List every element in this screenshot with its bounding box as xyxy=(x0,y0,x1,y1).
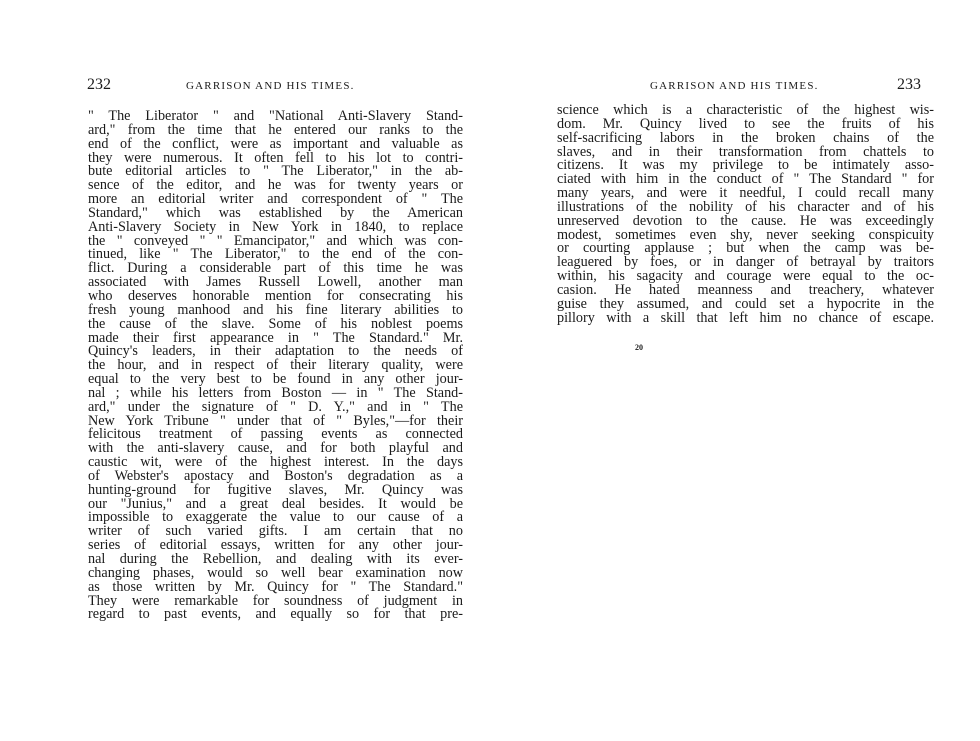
right-page xyxy=(490,0,980,741)
text-line: with the anti-slavery cause, and for both playful and xyxy=(88,440,463,457)
text-line: felicitous treatment of passing events as connected xyxy=(88,426,463,443)
text-line: changing phases, would so well bear examination now xyxy=(88,564,463,581)
text-line: series of editorial essays, written for any other jour- xyxy=(88,537,463,554)
body-text xyxy=(88,110,463,622)
text-line: nal ; while his letters from Boston — in " The Stand- xyxy=(88,384,463,401)
text-line: they were numerous. It often fell to his lot to contri- xyxy=(88,149,463,166)
text-line: regard to past events, and equally so for that pre- xyxy=(88,606,463,623)
text-line: caustic wit, were of the highest interest. In the days xyxy=(88,454,463,471)
text-line: as those written by Mr. Quincy for " The Standard." xyxy=(88,578,463,595)
running-head: GARRISON AND HIS TIMES. xyxy=(650,80,819,92)
text-line: sence of the editor, and he was for twenty years or xyxy=(88,177,463,194)
text-line: guise they assumed, and could set a hypocrite in the xyxy=(557,295,934,312)
text-line: the cause of the slave. Some of his noblest poems xyxy=(88,315,463,332)
text-line: within, his sagacity and courage were equal to the oc- xyxy=(557,268,934,285)
text-line: equal to the very best to be found in any other jour- xyxy=(88,371,463,388)
running-head: GARRISON AND HIS TIMES. xyxy=(186,80,355,92)
text-line: or courting applause ; but when the camp was be- xyxy=(557,240,934,257)
text-line: illustrations of the nobility of his character and of his xyxy=(557,198,934,215)
text-line: fresh young manhood and his fine literary abilities to xyxy=(88,301,463,318)
text-line: Anti-Slavery Society in New York in 1840, to replace xyxy=(88,218,463,235)
text-line: the hour, and in respect of their literary quality, were xyxy=(88,357,463,374)
text-line: unreserved devotion to the cause. He was exceedingly xyxy=(557,212,934,229)
text-line: end of the conflict, were as important and valuable as xyxy=(88,135,463,152)
text-line: modest, sometimes even shy, never seeking conspicuity xyxy=(557,226,934,243)
signature-mark: 20 xyxy=(635,343,643,352)
text-line: Standard," which was established by the American xyxy=(88,204,463,221)
text-line: more an editorial writer and correspondent of " The xyxy=(88,191,463,208)
text-line: ard," under the signature of " D. Y.," and in " The xyxy=(88,398,463,415)
text-line: New York Tribune " under that of " Byles,"—for their xyxy=(88,412,463,429)
text-line: dom. Mr. Quincy lived to see the fruits of his xyxy=(557,115,934,132)
text-line: science which is a characteristic of the highest wis- xyxy=(557,102,934,118)
text-line: writer of such varied gifts. I am certain that no xyxy=(88,523,463,540)
text-line: hunting-ground for fugitive slaves, Mr. Quincy was xyxy=(88,481,463,498)
text-line: ard," from the time that he entered our ranks to the xyxy=(88,121,463,138)
text-line: Quincy's leaders, in their adaptation to the needs of xyxy=(88,343,463,360)
text-line: made their first appearance in " The Standard." Mr. xyxy=(88,329,463,346)
text-line: They were remarkable for soundness of judgment in xyxy=(88,592,463,609)
text-line: of Webster's apostacy and Boston's degradation as a xyxy=(88,467,463,484)
text-line: many years, and were it needful, I could recall many xyxy=(557,185,934,202)
text-line: nal during the Rebellion, and dealing with its ever- xyxy=(88,551,463,567)
body-text xyxy=(557,104,934,326)
text-line: who deserves honorable mention for consecrating his xyxy=(88,287,463,304)
text-line: associated with James Russell Lowell, another man xyxy=(88,274,463,291)
text-line: our "Junius," and a great deal besides. It would be xyxy=(88,495,463,512)
text-line: slaves, and in their transformation from chattels to xyxy=(557,143,934,160)
text-line: the " conveyed " " Emancipator," and which was con- xyxy=(88,232,463,249)
text-line: citizens. It was my privilege to be intimately asso- xyxy=(557,157,934,174)
text-line: " The Liberator " and "National Anti-Slavery Stand- xyxy=(88,108,463,124)
text-line: pillory with a skill that left him no chance of escape. xyxy=(557,309,934,326)
text-line: tinued, like " The Liberator," to the end of the con- xyxy=(88,246,463,263)
page-number: 233 xyxy=(897,76,921,93)
text-line: flict. During a considerable part of this time he was xyxy=(88,260,463,277)
text-line: casion. He hated meanness and treachery, whatever xyxy=(557,281,934,298)
text-line: leaguered by foes, or in danger of betrayal by traitors xyxy=(557,254,934,271)
text-line: impossible to exaggerate the value to our cause of a xyxy=(88,509,463,526)
page-number: 232 xyxy=(87,76,111,93)
text-line: ciated with him in the conduct of " The Standard " for xyxy=(557,171,934,188)
text-line: self-sacrificing labors in the broken chains of the xyxy=(557,129,934,146)
text-line: bute editorial articles to " The Liberator," in the ab- xyxy=(88,163,463,180)
